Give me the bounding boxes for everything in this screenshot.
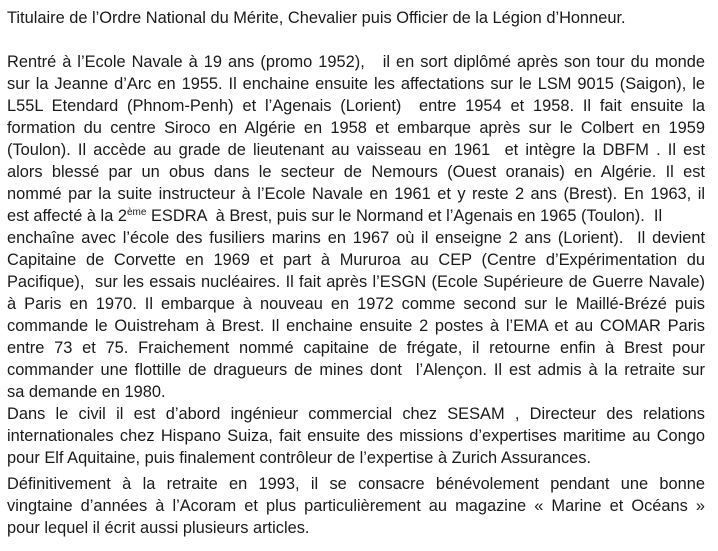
paragraph-line: commande le Ouistreham à Brest. Il enchaine ensuite 2 postes à l’EMA et au COMAR Paris [7,317,705,335]
paragraph-line: pour lequel il écrit aussi plusieurs articles. [7,519,310,537]
heading-line: Titulaire de l’Ordre National du Mérite, Chevalier puis Officier de la Légion d’Honneur. [7,9,626,27]
paragraph-line: Pacifique), sur les essais nucléaires. Il fait après l’ESGN (Ecole Supérieure de Guerre Navale) [7,273,705,291]
esdra-after: ESDRA à Brest, puis sur le Normand et l’Agenais en 1965 (Toulon). Il [146,207,663,225]
paragraph-line: (Toulon). Il accède au grade de lieutenant au vaisseau en 1961 et intègre la DBFM . Il est [7,141,705,159]
paragraph-line: Dans le civil il est d’abord ingénieur commercial chez SESAM , Directeur des relations [7,405,705,423]
paragraph-line: alors blessé par un obus dans le secteur de Nemours (Ouest oranais) en Algérie. Il est [7,163,705,181]
paragraph-line: à Paris en 1970. Il embarque à nouveau en 1972 comme second sur le Maillé-Brézé puis [7,295,705,313]
paragraph-line: nommé par la suite instructeur à l’Ecole Navale en 1961 et y reste 2 ans (Brest). En 1963, il [7,185,705,203]
paragraph-line: L55L Etendard (Phnom-Penh) et l’Agenais (Lorient) entre 1954 et 1958. Il fait ensuite la [7,97,705,115]
paragraph-line-esdra [7,205,705,227]
paragraph-line: vingtaine d’années à l’Acoram et plus particulièrement au magazine « Marine et Océans » [7,497,705,515]
paragraph-line: sur la Jeanne d’Arc en 1955. Il enchaine ensuite les affectations sur le LSM 9015 (Saigon), le [7,75,705,93]
paragraph-line: entre 73 et 75. Fraichement nommé capitaine de frégate, il retourne enfin à Brest pour [7,339,705,357]
paragraph-line: enchaîne avec l’école des fusiliers marins en 1967 où il enseigne 2 ans (Lorient). Il devient [7,229,705,247]
esdra-before: est affecté à la 2 [7,207,127,225]
paragraph-line: Rentré à l’Ecole Navale à 19 ans (promo 1952), il en sort diplômé après son tour du monde [7,53,705,71]
paragraph-line: Définitivement à la retraite en 1993, il se consacre bénévolement pendant une bonne [7,475,705,493]
paragraph-line: sa demande en 1980. [7,383,166,401]
paragraph-line: formation du centre Siroco en Algérie en 1958 et embarque après sur le Colbert en 1959 [7,119,705,137]
paragraph-line: pour Elf Aquitaine, puis finalement contrôleur de l’expertise à Zurich Assurances. [7,449,592,467]
paragraph-line: Capitaine de Corvette en 1969 et part à Mururoa au CEP (Centre d’Expérimentation du [7,251,705,269]
paragraph-line: commander une flottille de dragueurs de mines dont l’Alençon. Il est admis à la retraite sur [7,361,705,379]
paragraph-line: internationales chez Hispano Suiza, fait ensuite des missions d’expertises maritime au Congo [7,427,705,445]
superscript-eme: ème [126,207,147,218]
